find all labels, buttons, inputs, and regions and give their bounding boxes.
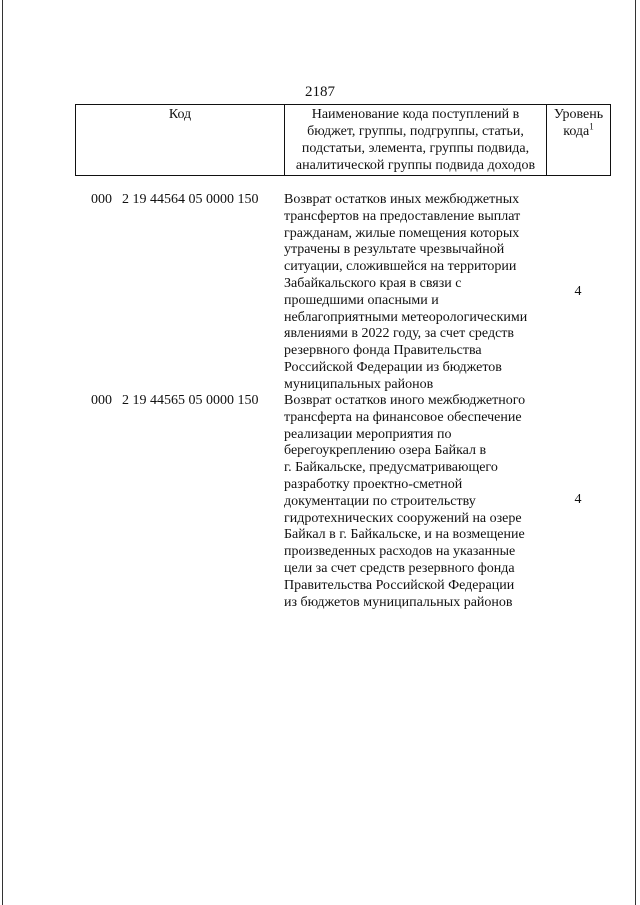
budget-code: 2 19 44564 05 0000 150 — [122, 192, 259, 207]
header-level: Уровень кода — [553, 107, 604, 139]
level-footnote-mark: 1 — [589, 121, 594, 132]
header-level-cell — [547, 105, 611, 176]
page-right-border — [635, 0, 636, 905]
budget-code: 2 19 44565 05 0000 150 — [122, 393, 259, 408]
income-name: Возврат остатков иного межбюджетного трансферта на финансовое обеспечение реализации мероприятия по берегоукреплению озера Байкал в г. Байкальске, предусматривающего разработку проектно-сметной документации по строительству гидротехнических сооружений на озере Байкал в г. Байкальске, и на возмещение произведенных расходов на указанные цели за счет средств резервного фонда Правительства Российской Федерации из бюджетов муниципальных районов — [284, 393, 526, 610]
header-code-cell — [76, 105, 285, 176]
page-number: 2187 — [305, 84, 335, 100]
table-header — [75, 104, 611, 176]
code-level: 4 — [574, 492, 582, 507]
admin-code: 000 — [91, 192, 112, 207]
header-name-cell — [285, 105, 547, 176]
header-name: Наименование кода поступлений в бюджет, группы, подгруппы, статьи, подстатьи, элемента, группы подвида, аналитической группы подвида доходов — [295, 107, 536, 173]
income-name: Возврат остатков иных межбюджетных трансфертов на предоставление выплат гражданам, жилые помещения которых утрачены в результате чрезвычайной ситуации, сложившейся на территории Забайкальского края в связи с прошедшими опасными и неблагоприятными метеорологическими явлениями в 2022 году, за счет средств резервного фонда Правительства Российской Федерации из бюджетов муниципальных районов — [284, 192, 528, 392]
header-code: Код — [168, 107, 192, 122]
admin-code: 000 — [91, 393, 112, 408]
page-left-border — [2, 0, 3, 905]
code-level: 4 — [574, 284, 582, 299]
